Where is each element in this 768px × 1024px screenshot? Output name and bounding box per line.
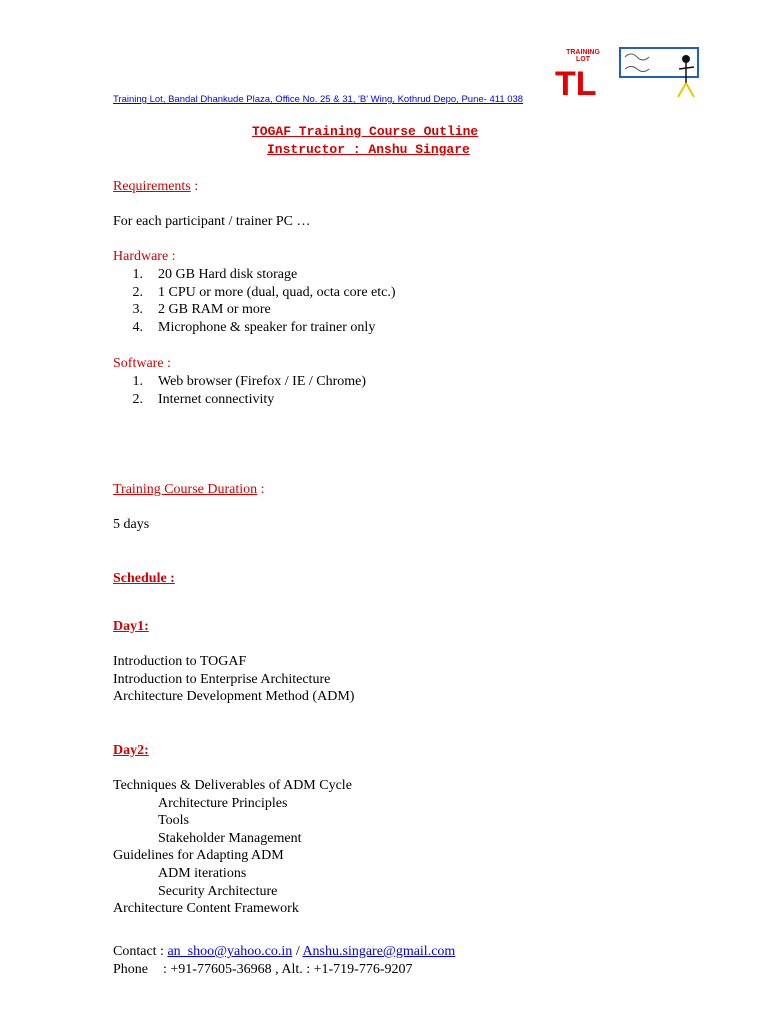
logo-small-text-1: TRAINING [566,49,600,56]
logo-letters: TL [555,65,597,100]
requirements-heading [113,178,198,196]
day1-heading: Day1: [113,619,149,634]
requirements-heading-colon: : [190,179,199,194]
logo-graphic [555,45,700,100]
software-heading: Software : [113,356,171,371]
duration-heading-colon: : [257,482,265,497]
requirements-heading-text: Requirements [113,179,191,194]
logo-small-text-2: LOT [576,56,590,63]
email-link-gmail[interactable]: Anshu.singare@gmail.com [302,944,456,959]
list-item: 2. Internet connectivity [132,391,275,407]
list-item: 4. Microphone & speaker for trainer only [132,319,376,335]
hardware-list [113,266,513,336]
day2-subline: Architecture Principles [158,795,288,811]
schedule-heading: Schedule : [113,571,175,586]
instructor-line: Instructor : Anshu Singare [267,142,470,157]
document-title: TOGAF Training Course Outline [252,124,479,139]
software-list [113,373,513,408]
day2-subline: ADM iterations [158,866,247,881]
day2-line: Techniques & Deliverables of ADM Cycle [113,778,352,793]
requirements-intro: For each participant / trainer PC … [113,214,311,229]
day2-line: Guidelines for Adapting ADM [113,848,284,864]
list-item: 1. Web browser (Firefox / IE / Chrome) [132,374,367,389]
duration-heading [113,481,265,499]
duration-heading-text: Training Course Duration [113,482,258,497]
contact-separator: / [292,944,303,959]
duration-value: 5 days [113,517,150,532]
training-lot-logo [555,45,700,100]
day1-line: Introduction to TOGAF [113,654,247,669]
address-link[interactable]: Training Lot, Bandal Dhankude Plaza, Office No. 25 & 31, 'B' Wing, Kothrud Depo, Pune- 411 038 [113,94,524,105]
phone-label: Phone [113,962,148,977]
day2-subline: Tools [158,813,189,829]
list-item: 1. 20 GB Hard disk storage [132,267,298,282]
contact-line [113,943,455,961]
list-item: 3. 2 GB RAM or more [132,302,271,318]
email-link-yahoo[interactable]: an_shoo@yahoo.co.in [167,944,293,959]
day2-subline: Stakeholder Management [158,830,302,846]
day1-line: Architecture Development Method (ADM) [113,689,355,705]
day2-line: Architecture Content Framework [113,901,299,917]
day2-subline: Security Architecture [158,883,278,899]
contact-label: Contact : [113,944,168,959]
phone-line [113,961,413,979]
phone-value: : +91-77605-36968 , Alt. : +1-719-776-9207 [163,962,413,977]
day2-heading: Day2: [113,743,149,758]
day1-line: Introduction to Enterprise Architecture [113,671,331,687]
list-item: 2. 1 CPU or more (dual, quad, octa core etc.) [132,284,396,300]
hardware-heading: Hardware : [113,249,176,264]
